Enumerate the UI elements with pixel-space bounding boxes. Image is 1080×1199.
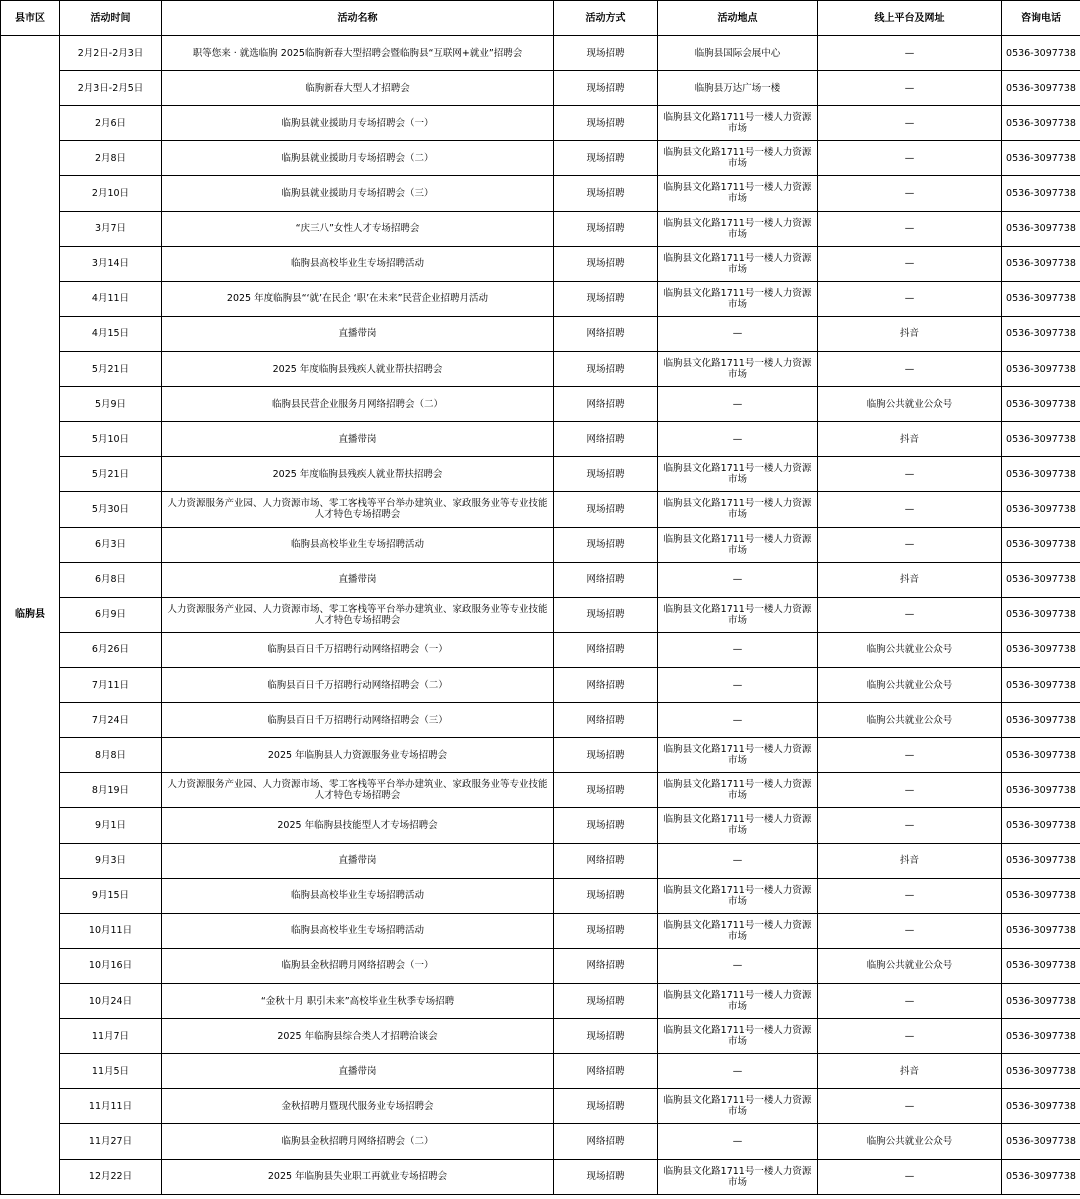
table-row: [1, 773, 1080, 808]
cell-mode: 现场招聘: [554, 176, 658, 211]
cell-mode: 网络招聘: [554, 667, 658, 702]
cell-phone: 0536-3097738: [1002, 562, 1080, 597]
cell-date: 5月21日: [60, 457, 162, 492]
cell-platform: 抖音: [818, 843, 1002, 878]
cell-mode: 现场招聘: [554, 773, 658, 808]
cell-platform: 抖音: [818, 562, 1002, 597]
table-row: [1, 246, 1080, 281]
table-row: [1, 281, 1080, 316]
cell-venue: 临朐县文化路1711号一楼人力资源市场: [658, 246, 818, 281]
cell-phone: 0536-3097738: [1002, 422, 1080, 457]
table-row: [1, 316, 1080, 351]
cell-phone: 0536-3097738: [1002, 1019, 1080, 1054]
cell-date: 5月10日: [60, 422, 162, 457]
cell-date: 8月8日: [60, 738, 162, 773]
cell-date: 3月7日: [60, 211, 162, 246]
cell-name: 临朐县高校毕业生专场招聘活动: [162, 246, 554, 281]
cell-phone: 0536-3097738: [1002, 211, 1080, 246]
cell-venue: 临朐县文化路1711号一楼人力资源市场: [658, 351, 818, 386]
cell-name: 临朐县百日千万招聘行动网络招聘会（二）: [162, 667, 554, 702]
cell-phone: 0536-3097738: [1002, 1159, 1080, 1194]
cell-mode: 现场招聘: [554, 106, 658, 141]
cell-phone: 0536-3097738: [1002, 351, 1080, 386]
cell-venue: —: [658, 703, 818, 738]
cell-platform: —: [818, 457, 1002, 492]
cell-platform: —: [818, 1159, 1002, 1194]
cell-mode: 网络招聘: [554, 843, 658, 878]
cell-venue: —: [658, 562, 818, 597]
cell-name: 临朐县高校毕业生专场招聘活动: [162, 527, 554, 562]
cell-date: 2月8日: [60, 141, 162, 176]
cell-mode: 网络招聘: [554, 422, 658, 457]
cell-name: 职等您来 · 就选临朐 2025临朐新春大型招聘会暨临朐县“互联网+就业”招聘会: [162, 36, 554, 71]
table-row: [1, 1124, 1080, 1159]
cell-phone: 0536-3097738: [1002, 773, 1080, 808]
cell-mode: 现场招聘: [554, 36, 658, 71]
cell-venue: 临朐县文化路1711号一楼人力资源市场: [658, 527, 818, 562]
cell-platform: —: [818, 492, 1002, 527]
cell-date: 4月15日: [60, 316, 162, 351]
cell-date: 6月9日: [60, 597, 162, 632]
table-body: [1, 36, 1080, 1195]
cell-name: 临朐县百日千万招聘行动网络招聘会（一）: [162, 632, 554, 667]
county-cell: 临朐县: [1, 36, 60, 1195]
cell-phone: 0536-3097738: [1002, 176, 1080, 211]
cell-date: 8月19日: [60, 773, 162, 808]
cell-mode: 现场招聘: [554, 527, 658, 562]
cell-platform: —: [818, 597, 1002, 632]
cell-phone: 0536-3097738: [1002, 632, 1080, 667]
cell-name: 2025 年度临朐县残疾人就业帮扶招聘会: [162, 351, 554, 386]
cell-venue: —: [658, 316, 818, 351]
cell-mode: 现场招聘: [554, 457, 658, 492]
cell-platform: —: [818, 1089, 1002, 1124]
table-row: [1, 738, 1080, 773]
header-row: [1, 1, 1080, 36]
table-row: [1, 211, 1080, 246]
cell-venue: 临朐县文化路1711号一楼人力资源市场: [658, 1019, 818, 1054]
cell-venue: 临朐县文化路1711号一楼人力资源市场: [658, 983, 818, 1018]
cell-date: 9月3日: [60, 843, 162, 878]
cell-platform: 临朐公共就业公众号: [818, 703, 1002, 738]
cell-venue: 临朐县万达广场一楼: [658, 71, 818, 106]
cell-name: 临朐县就业援助月专场招聘会（三）: [162, 176, 554, 211]
cell-mode: 现场招聘: [554, 281, 658, 316]
cell-venue: —: [658, 632, 818, 667]
cell-venue: 临朐县文化路1711号一楼人力资源市场: [658, 106, 818, 141]
cell-platform: —: [818, 106, 1002, 141]
cell-platform: —: [818, 176, 1002, 211]
cell-name: 临朐县就业援助月专场招聘会（二）: [162, 141, 554, 176]
cell-mode: 现场招聘: [554, 71, 658, 106]
header-mode: 活动方式: [554, 1, 658, 36]
table-row: [1, 913, 1080, 948]
header-county: 县市区: [1, 1, 60, 36]
table-row: [1, 422, 1080, 457]
cell-venue: 临朐县文化路1711号一楼人力资源市场: [658, 808, 818, 843]
cell-venue: 临朐县文化路1711号一楼人力资源市场: [658, 878, 818, 913]
cell-name: “金秋十月 职引未来”高校毕业生秋季专场招聘: [162, 983, 554, 1018]
header-platform: 线上平台及网址: [818, 1, 1002, 36]
cell-name: 临朐县金秋招聘月网络招聘会（一）: [162, 948, 554, 983]
table-row: [1, 843, 1080, 878]
table-row: [1, 71, 1080, 106]
cell-mode: 现场招聘: [554, 351, 658, 386]
cell-platform: 抖音: [818, 1054, 1002, 1089]
table-row: [1, 808, 1080, 843]
cell-mode: 现场招聘: [554, 878, 658, 913]
cell-phone: 0536-3097738: [1002, 667, 1080, 702]
cell-venue: —: [658, 843, 818, 878]
cell-mode: 现场招聘: [554, 492, 658, 527]
table-row: [1, 1089, 1080, 1124]
table-row: [1, 632, 1080, 667]
cell-venue: —: [658, 387, 818, 422]
cell-name: 2025 年临朐县失业职工再就业专场招聘会: [162, 1159, 554, 1194]
table-row: [1, 1054, 1080, 1089]
cell-platform: 临朐公共就业公众号: [818, 667, 1002, 702]
cell-platform: —: [818, 1019, 1002, 1054]
cell-phone: 0536-3097738: [1002, 36, 1080, 71]
cell-platform: —: [818, 281, 1002, 316]
cell-venue: —: [658, 422, 818, 457]
cell-mode: 现场招聘: [554, 597, 658, 632]
cell-phone: 0536-3097738: [1002, 246, 1080, 281]
cell-venue: —: [658, 1054, 818, 1089]
cell-phone: 0536-3097738: [1002, 141, 1080, 176]
cell-name: 直播带岗: [162, 316, 554, 351]
cell-platform: 抖音: [818, 316, 1002, 351]
cell-date: 2月6日: [60, 106, 162, 141]
cell-name: “庆三八”女性人才专场招聘会: [162, 211, 554, 246]
cell-venue: 临朐县文化路1711号一楼人力资源市场: [658, 773, 818, 808]
cell-mode: 网络招聘: [554, 632, 658, 667]
table-row: [1, 36, 1080, 71]
cell-mode: 现场招聘: [554, 1019, 658, 1054]
cell-mode: 网络招聘: [554, 703, 658, 738]
cell-phone: 0536-3097738: [1002, 738, 1080, 773]
cell-platform: —: [818, 246, 1002, 281]
cell-name: 临朐县金秋招聘月网络招聘会（二）: [162, 1124, 554, 1159]
header-date: 活动时间: [60, 1, 162, 36]
cell-phone: 0536-3097738: [1002, 1089, 1080, 1124]
cell-venue: 临朐县文化路1711号一楼人力资源市场: [658, 1159, 818, 1194]
cell-venue: 临朐县文化路1711号一楼人力资源市场: [658, 738, 818, 773]
table-row: [1, 387, 1080, 422]
table-row: [1, 948, 1080, 983]
cell-name: 2025 年度临朐县“‘就’在民企 ‘职’在未来”民营企业招聘月活动: [162, 281, 554, 316]
cell-platform: —: [818, 527, 1002, 562]
cell-phone: 0536-3097738: [1002, 492, 1080, 527]
cell-mode: 现场招聘: [554, 211, 658, 246]
cell-name: 临朐县民营企业服务月网络招聘会（二）: [162, 387, 554, 422]
cell-date: 7月11日: [60, 667, 162, 702]
cell-date: 9月1日: [60, 808, 162, 843]
cell-date: 4月11日: [60, 281, 162, 316]
cell-date: 2月2日-2月3日: [60, 36, 162, 71]
cell-name: 人力资源服务产业园、人力资源市场、零工客栈等平台举办建筑业、家政服务业等专业技能人才特色专场招聘会: [162, 597, 554, 632]
cell-name: 临朐县高校毕业生专场招聘活动: [162, 913, 554, 948]
cell-platform: —: [818, 913, 1002, 948]
cell-venue: 临朐县国际会展中心: [658, 36, 818, 71]
cell-platform: 临朐公共就业公众号: [818, 948, 1002, 983]
cell-date: 5月21日: [60, 351, 162, 386]
cell-name: 人力资源服务产业园、人力资源市场、零工客栈等平台举办建筑业、家政服务业等专业技能人才特色专场招聘会: [162, 492, 554, 527]
cell-name: 临朐县百日千万招聘行动网络招聘会（三）: [162, 703, 554, 738]
table-row: [1, 878, 1080, 913]
cell-date: 11月7日: [60, 1019, 162, 1054]
cell-date: 11月27日: [60, 1124, 162, 1159]
cell-platform: —: [818, 983, 1002, 1018]
cell-phone: 0536-3097738: [1002, 983, 1080, 1018]
cell-date: 6月3日: [60, 527, 162, 562]
table-row: [1, 527, 1080, 562]
cell-mode: 网络招聘: [554, 562, 658, 597]
cell-venue: 临朐县文化路1711号一楼人力资源市场: [658, 211, 818, 246]
cell-venue: 临朐县文化路1711号一楼人力资源市场: [658, 176, 818, 211]
cell-mode: 现场招聘: [554, 1159, 658, 1194]
cell-venue: 临朐县文化路1711号一楼人力资源市场: [658, 141, 818, 176]
cell-platform: —: [818, 141, 1002, 176]
cell-date: 5月30日: [60, 492, 162, 527]
cell-venue: 临朐县文化路1711号一楼人力资源市场: [658, 281, 818, 316]
header-name: 活动名称: [162, 1, 554, 36]
cell-platform: —: [818, 808, 1002, 843]
cell-platform: —: [818, 773, 1002, 808]
cell-date: 5月9日: [60, 387, 162, 422]
cell-date: 6月8日: [60, 562, 162, 597]
table-row: [1, 106, 1080, 141]
cell-platform: —: [818, 211, 1002, 246]
table-row: [1, 1159, 1080, 1194]
cell-date: 10月16日: [60, 948, 162, 983]
cell-date: 6月26日: [60, 632, 162, 667]
cell-name: 2025 年度临朐县残疾人就业帮扶招聘会: [162, 457, 554, 492]
cell-venue: —: [658, 667, 818, 702]
cell-venue: 临朐县文化路1711号一楼人力资源市场: [658, 457, 818, 492]
cell-mode: 现场招聘: [554, 808, 658, 843]
table-row: [1, 1019, 1080, 1054]
cell-venue: 临朐县文化路1711号一楼人力资源市场: [658, 1089, 818, 1124]
cell-name: 临朐县就业援助月专场招聘会（一）: [162, 106, 554, 141]
table-row: [1, 667, 1080, 702]
cell-phone: 0536-3097738: [1002, 281, 1080, 316]
cell-platform: —: [818, 36, 1002, 71]
cell-platform: 抖音: [818, 422, 1002, 457]
cell-phone: 0536-3097738: [1002, 703, 1080, 738]
cell-name: 2025 年临朐县人力资源服务业专场招聘会: [162, 738, 554, 773]
table-row: [1, 983, 1080, 1018]
cell-phone: 0536-3097738: [1002, 527, 1080, 562]
cell-platform: —: [818, 878, 1002, 913]
cell-date: 12月22日: [60, 1159, 162, 1194]
cell-phone: 0536-3097738: [1002, 316, 1080, 351]
cell-date: 7月24日: [60, 703, 162, 738]
table-row: [1, 351, 1080, 386]
cell-mode: 网络招聘: [554, 387, 658, 422]
cell-phone: 0536-3097738: [1002, 387, 1080, 422]
table-row: [1, 141, 1080, 176]
cell-venue: 临朐县文化路1711号一楼人力资源市场: [658, 597, 818, 632]
cell-name: 直播带岗: [162, 843, 554, 878]
cell-phone: 0536-3097738: [1002, 1054, 1080, 1089]
table-row: [1, 703, 1080, 738]
cell-venue: 临朐县文化路1711号一楼人力资源市场: [658, 913, 818, 948]
table-row: [1, 597, 1080, 632]
cell-venue: —: [658, 948, 818, 983]
cell-date: 3月14日: [60, 246, 162, 281]
cell-phone: 0536-3097738: [1002, 597, 1080, 632]
cell-phone: 0536-3097738: [1002, 808, 1080, 843]
cell-mode: 现场招聘: [554, 738, 658, 773]
cell-phone: 0536-3097738: [1002, 878, 1080, 913]
table-row: [1, 562, 1080, 597]
cell-mode: 网络招聘: [554, 316, 658, 351]
cell-name: 临朐县高校毕业生专场招聘活动: [162, 878, 554, 913]
cell-mode: 现场招聘: [554, 913, 658, 948]
cell-name: 直播带岗: [162, 422, 554, 457]
cell-name: 2025 年临朐县综合类人才招聘洽谈会: [162, 1019, 554, 1054]
cell-platform: 临朐公共就业公众号: [818, 632, 1002, 667]
cell-name: 2025 年临朐县技能型人才专场招聘会: [162, 808, 554, 843]
cell-name: 人力资源服务产业园、人力资源市场、零工客栈等平台举办建筑业、家政服务业等专业技能人才特色专场招聘会: [162, 773, 554, 808]
header-venue: 活动地点: [658, 1, 818, 36]
cell-phone: 0536-3097738: [1002, 71, 1080, 106]
header-phone: 咨询电话: [1002, 1, 1080, 36]
cell-phone: 0536-3097738: [1002, 843, 1080, 878]
cell-date: 10月24日: [60, 983, 162, 1018]
cell-phone: 0536-3097738: [1002, 106, 1080, 141]
cell-platform: 临朐公共就业公众号: [818, 387, 1002, 422]
cell-phone: 0536-3097738: [1002, 948, 1080, 983]
cell-phone: 0536-3097738: [1002, 913, 1080, 948]
cell-platform: 临朐公共就业公众号: [818, 1124, 1002, 1159]
cell-mode: 现场招聘: [554, 141, 658, 176]
cell-venue: 临朐县文化路1711号一楼人力资源市场: [658, 492, 818, 527]
cell-mode: 现场招聘: [554, 983, 658, 1018]
cell-venue: —: [658, 1124, 818, 1159]
cell-platform: —: [818, 738, 1002, 773]
cell-date: 10月11日: [60, 913, 162, 948]
table-row: [1, 457, 1080, 492]
cell-platform: —: [818, 71, 1002, 106]
table-row: [1, 492, 1080, 527]
cell-phone: 0536-3097738: [1002, 457, 1080, 492]
cell-name: 金秋招聘月暨现代服务业专场招聘会: [162, 1089, 554, 1124]
cell-phone: 0536-3097738: [1002, 1124, 1080, 1159]
cell-platform: —: [818, 351, 1002, 386]
cell-mode: 网络招聘: [554, 948, 658, 983]
cell-name: 直播带岗: [162, 1054, 554, 1089]
cell-date: 9月15日: [60, 878, 162, 913]
cell-date: 2月3日-2月5日: [60, 71, 162, 106]
cell-mode: 现场招聘: [554, 1089, 658, 1124]
cell-mode: 网络招聘: [554, 1124, 658, 1159]
cell-date: 2月10日: [60, 176, 162, 211]
cell-date: 11月5日: [60, 1054, 162, 1089]
cell-mode: 网络招聘: [554, 1054, 658, 1089]
table-row: [1, 176, 1080, 211]
cell-name: 直播带岗: [162, 562, 554, 597]
cell-mode: 现场招聘: [554, 246, 658, 281]
cell-date: 11月11日: [60, 1089, 162, 1124]
cell-name: 临朐新春大型人才招聘会: [162, 71, 554, 106]
